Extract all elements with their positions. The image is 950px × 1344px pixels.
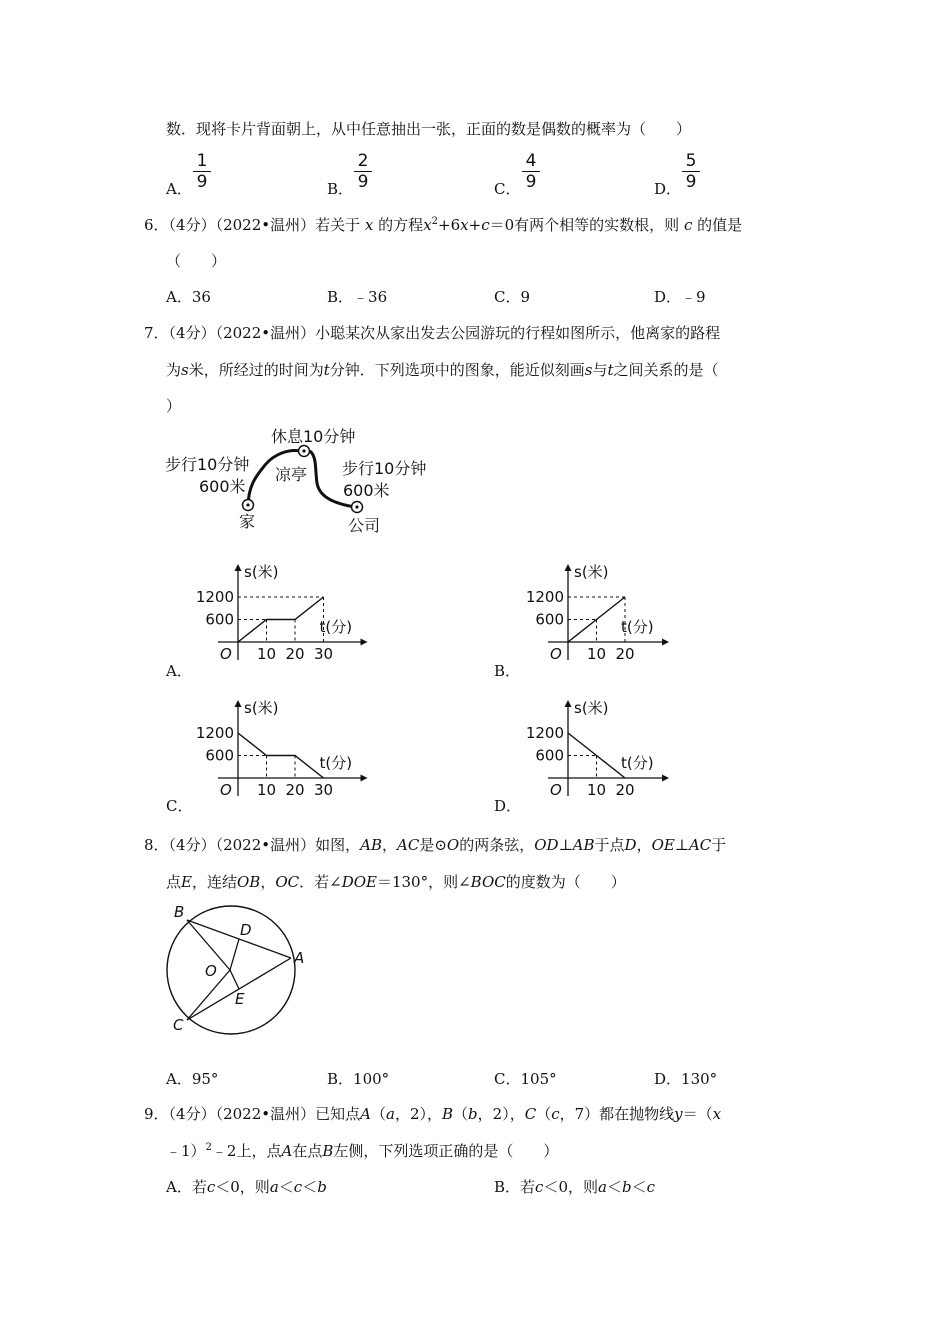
- text: 小聪某次从家出发去公园游玩的行程如图所示，他离家的路程: [315, 324, 721, 342]
- text: ，: [636, 836, 652, 854]
- variable: t: [607, 361, 614, 379]
- q5-option-b-num: 2: [357, 151, 369, 171]
- q8-option-b: [327, 1068, 389, 1089]
- q6-line1: [144, 214, 742, 235]
- text: 的方程: [378, 216, 424, 234]
- x-tick-label: 10: [256, 645, 277, 663]
- source: （2022•温州）: [215, 216, 316, 234]
- map-walk-right-label: 步行10分钟: [342, 459, 427, 478]
- option-value: 9: [520, 288, 531, 306]
- pavilion-marker-dot: [302, 449, 305, 452]
- text: ，连结: [191, 873, 237, 891]
- variable: c: [481, 216, 490, 234]
- variable: AB: [572, 836, 595, 854]
- map-walk-left-label: 步行10分钟: [165, 455, 250, 474]
- variable: OC: [275, 873, 300, 891]
- map-dist-right-label: 600米: [343, 481, 390, 500]
- text: 的值是: [697, 216, 743, 234]
- origin-label: O: [220, 781, 232, 799]
- map-company-label: 公司: [348, 516, 381, 535]
- x-tick-label: 30: [313, 645, 334, 663]
- text: ＜: [302, 1178, 318, 1196]
- option-letter: C．: [494, 1070, 521, 1088]
- variable: b: [468, 1105, 478, 1123]
- text: 之间关系的是（: [613, 361, 719, 379]
- q5-option-d-den: 9: [685, 172, 697, 192]
- q8-line2: [166, 871, 626, 892]
- variable: A: [360, 1105, 371, 1123]
- variable: c: [535, 1178, 544, 1196]
- exponent: 2: [205, 1142, 212, 1153]
- map-pavilion-label: 凉亭: [275, 465, 308, 484]
- q9-option-b: [494, 1176, 655, 1197]
- x-tick-label: 10: [586, 781, 607, 799]
- option-value: 100°: [353, 1070, 390, 1088]
- label-b: B: [174, 903, 185, 921]
- y-tick-label: 1200: [525, 724, 564, 742]
- origin-label: O: [550, 781, 562, 799]
- score: （4分）: [168, 836, 216, 854]
- x-axis-label: t(分): [621, 618, 654, 636]
- variable: E: [181, 873, 192, 891]
- text: ．若∠: [299, 873, 342, 891]
- y-axis-arrow-icon: [235, 700, 242, 707]
- y-axis-arrow-icon: [235, 564, 242, 571]
- q7-route-map: [165, 425, 445, 535]
- text: 有两个相等的实数根，则: [514, 216, 680, 234]
- q7-chart-b: [520, 560, 710, 670]
- variable: DOE: [341, 873, 377, 891]
- text: 如图，: [315, 836, 361, 854]
- text: 左侧，下列选项正确的是（ ）: [333, 1142, 559, 1160]
- text: ，: [260, 873, 276, 891]
- variable: s: [584, 361, 593, 379]
- text: 点: [166, 873, 182, 891]
- x-axis-arrow-icon: [361, 775, 368, 782]
- y-axis-label: s(米): [244, 563, 279, 581]
- text: ＝（: [682, 1105, 713, 1123]
- option-letter: A．: [166, 1178, 192, 1196]
- q6-option-b: [327, 286, 387, 307]
- x-axis-arrow-icon: [662, 639, 669, 646]
- q8-circle-figure: [160, 900, 320, 1040]
- text: （: [453, 1105, 469, 1123]
- q5-option-c-letter: C．: [494, 180, 521, 198]
- variable: s: [181, 361, 189, 379]
- variable: a: [598, 1178, 607, 1196]
- origin-label: O: [550, 645, 562, 663]
- variable: c: [206, 1178, 216, 1196]
- text: +6: [438, 216, 461, 234]
- text: ＝130°，则∠: [376, 873, 471, 891]
- option-letter: A．: [166, 288, 192, 306]
- text: 若关于: [315, 216, 361, 234]
- q5-option-c-den: 9: [525, 172, 537, 192]
- q7-chart-c: [190, 696, 380, 806]
- y-axis-label: s(米): [574, 699, 609, 717]
- q6-line2: （ ）: [166, 252, 227, 270]
- variable: c: [293, 1178, 303, 1196]
- y-axis-label: s(米): [574, 563, 609, 581]
- variable: a: [386, 1105, 395, 1123]
- variable: t: [323, 361, 330, 379]
- variable: BOC: [470, 873, 506, 891]
- map-dist-left-label: 600米: [199, 477, 246, 496]
- segment-oe: [230, 970, 239, 989]
- q5-option-d-fraction: [681, 152, 701, 191]
- text: ＜: [606, 1178, 622, 1196]
- question-number: 7．: [144, 324, 169, 342]
- variable: c: [683, 216, 693, 234]
- q5-option-c-num: 4: [525, 151, 537, 171]
- q8-line1: [144, 834, 726, 855]
- variable: a: [269, 1178, 279, 1196]
- y-tick-label: 600: [205, 746, 234, 765]
- variable: OD: [534, 836, 559, 854]
- q7-option-d-letter: D．: [494, 797, 522, 815]
- q7-line2: [166, 359, 719, 380]
- text: 于点: [594, 836, 625, 854]
- x-tick-label: 30: [313, 781, 334, 799]
- x-axis-arrow-icon: [662, 775, 669, 782]
- y-tick-label: 600: [535, 610, 564, 629]
- text: ，: [382, 836, 398, 854]
- variable: b: [621, 1178, 632, 1196]
- variable: A: [281, 1142, 293, 1160]
- label-a: A: [294, 949, 305, 967]
- text: ＜0，则: [543, 1178, 598, 1196]
- variable: OB: [236, 873, 261, 891]
- variable: x: [364, 216, 374, 234]
- text: 于: [711, 836, 727, 854]
- text: 在点: [292, 1142, 323, 1160]
- text: ，7）都在抛物线: [559, 1105, 675, 1123]
- text: 已知点: [315, 1105, 361, 1123]
- y-tick-label: 600: [205, 610, 234, 629]
- q7-chart-d: [520, 696, 710, 806]
- variable: x: [712, 1105, 722, 1123]
- option-letter: C．: [494, 288, 521, 306]
- text: ，2），: [394, 1105, 442, 1123]
- q8-option-a: [166, 1068, 218, 1089]
- text: （: [370, 1105, 386, 1123]
- q9-option-a: [166, 1176, 327, 1197]
- variable: x: [460, 216, 469, 234]
- q6-option-a: [166, 286, 211, 307]
- variable: AB: [360, 836, 382, 854]
- source: （2022•温州）: [215, 324, 316, 342]
- x-tick-label: 20: [615, 645, 635, 663]
- circle-o: [167, 906, 295, 1034]
- option-value: ﹣9: [681, 288, 706, 306]
- label-o: O: [205, 962, 217, 980]
- text: ＜: [631, 1178, 647, 1196]
- text: ＜: [278, 1178, 294, 1196]
- text: 的两条弦，: [459, 836, 535, 854]
- text: ＝0: [489, 216, 515, 234]
- variable: c: [551, 1105, 560, 1123]
- q6-option-d: [654, 286, 706, 307]
- y-axis-arrow-icon: [565, 564, 572, 571]
- q7-option-c-letter: C．: [166, 797, 193, 815]
- variable: D: [624, 836, 637, 854]
- q5-option-a-fraction: [192, 152, 212, 191]
- q5-option-a-letter: A．: [166, 180, 192, 198]
- variable: AC: [397, 836, 420, 854]
- option-letter: A．: [166, 1070, 192, 1088]
- q5-option-b-letter: B．: [327, 180, 354, 198]
- option-letter: B．: [327, 1070, 354, 1088]
- option-value: 36: [191, 288, 211, 306]
- q5-option-b-fraction: [353, 152, 373, 191]
- text: ＜0，则: [215, 1178, 270, 1196]
- score: （4分）: [168, 324, 216, 342]
- x-tick-label: 10: [586, 645, 607, 663]
- x-axis-label: t(分): [621, 754, 654, 772]
- segment-od: [230, 939, 239, 970]
- question-number: 9．: [144, 1105, 169, 1123]
- text: 米，所经过的时间为: [188, 361, 324, 379]
- score: （4分）: [168, 1105, 216, 1123]
- option-letter: D．: [654, 1070, 682, 1088]
- home-marker-dot: [246, 503, 249, 506]
- variable: B: [322, 1142, 334, 1160]
- q5-option-a-den: 9: [196, 172, 208, 192]
- q7-line1: [144, 322, 720, 343]
- x-axis-label: t(分): [319, 754, 353, 772]
- company-marker-dot: [355, 505, 358, 508]
- question-number: 8．: [144, 836, 169, 854]
- question-number: 6．: [144, 216, 169, 234]
- x-tick-label: 20: [615, 781, 635, 799]
- option-letter: D．: [654, 288, 682, 306]
- y-tick-label: 1200: [525, 588, 564, 606]
- x-axis-label: t(分): [319, 618, 353, 636]
- source: （2022•温州）: [215, 1105, 316, 1123]
- map-rest-label: 休息10分钟: [271, 427, 356, 446]
- y-tick-label: 1200: [195, 724, 234, 742]
- label-c: C: [173, 1016, 184, 1034]
- q5-option-c-fraction: [521, 152, 541, 191]
- text: 与: [592, 361, 608, 379]
- option-value: ﹣36: [353, 288, 388, 306]
- label-d: D: [240, 921, 252, 939]
- q5-option-d-num: 5: [685, 151, 697, 171]
- x-tick-label: 20: [285, 645, 305, 663]
- text: 分钟．下列选项中的图象，能近似刻画: [329, 361, 585, 379]
- label-e: E: [235, 990, 245, 1008]
- text: 若: [520, 1178, 536, 1196]
- y-axis-label: s(米): [244, 699, 279, 717]
- exponent: 2: [431, 216, 439, 227]
- origin-label: O: [220, 645, 232, 663]
- variable: OE: [651, 836, 675, 854]
- text: ⊥: [558, 836, 573, 854]
- q7-chart-a: [190, 560, 380, 670]
- q7-option-b-letter: B．: [494, 662, 521, 680]
- text: 的度数为（ ）: [505, 873, 626, 891]
- variable: B: [442, 1105, 454, 1123]
- q6-option-c: [494, 286, 530, 307]
- option-value: 105°: [520, 1070, 557, 1088]
- text: ⊥: [674, 836, 689, 854]
- text: +: [468, 216, 482, 234]
- source: （2022•温州）: [215, 836, 316, 854]
- y-axis-arrow-icon: [565, 700, 572, 707]
- variable: b: [317, 1178, 327, 1196]
- text: 是⊙: [419, 836, 447, 854]
- variable: c: [646, 1178, 655, 1196]
- q9-line1: [144, 1103, 721, 1124]
- option-letter: B．: [327, 288, 354, 306]
- q5-line1: 数．现将卡片背面朝上，从中任意抽出一张，正面的数是偶数的概率为（ ）: [166, 120, 692, 138]
- q9-line2: [166, 1140, 558, 1161]
- q5-option-d-letter: D．: [654, 180, 682, 198]
- q8-option-c: [494, 1068, 557, 1089]
- score: （4分）: [168, 216, 216, 234]
- text: 为: [166, 361, 182, 379]
- y-tick-label: 1200: [195, 588, 234, 606]
- variable: AC: [688, 836, 712, 854]
- q7-option-a-letter: A．: [166, 662, 192, 680]
- variable: O: [446, 836, 460, 854]
- q5-option-a-num: 1: [196, 151, 208, 171]
- text: ，2），: [477, 1105, 525, 1123]
- x-tick-label: 10: [256, 781, 277, 799]
- variable: x: [423, 216, 432, 234]
- text: 若: [191, 1178, 207, 1196]
- q7-line3: ）: [166, 397, 182, 415]
- x-tick-label: 20: [285, 781, 305, 799]
- q5-option-b-den: 9: [357, 172, 369, 192]
- option-value: 130°: [681, 1070, 718, 1088]
- option-value: 95°: [191, 1070, 219, 1088]
- variable: C: [524, 1105, 537, 1123]
- text: （: [536, 1105, 552, 1123]
- q8-option-d: [654, 1068, 717, 1089]
- y-tick-label: 600: [535, 746, 564, 765]
- text: ﹣2上，点: [211, 1142, 282, 1160]
- variable: y: [674, 1105, 683, 1123]
- option-letter: B．: [494, 1178, 521, 1196]
- x-axis-arrow-icon: [361, 639, 368, 646]
- text: ﹣1）: [166, 1142, 206, 1160]
- map-home-label: 家: [239, 512, 256, 531]
